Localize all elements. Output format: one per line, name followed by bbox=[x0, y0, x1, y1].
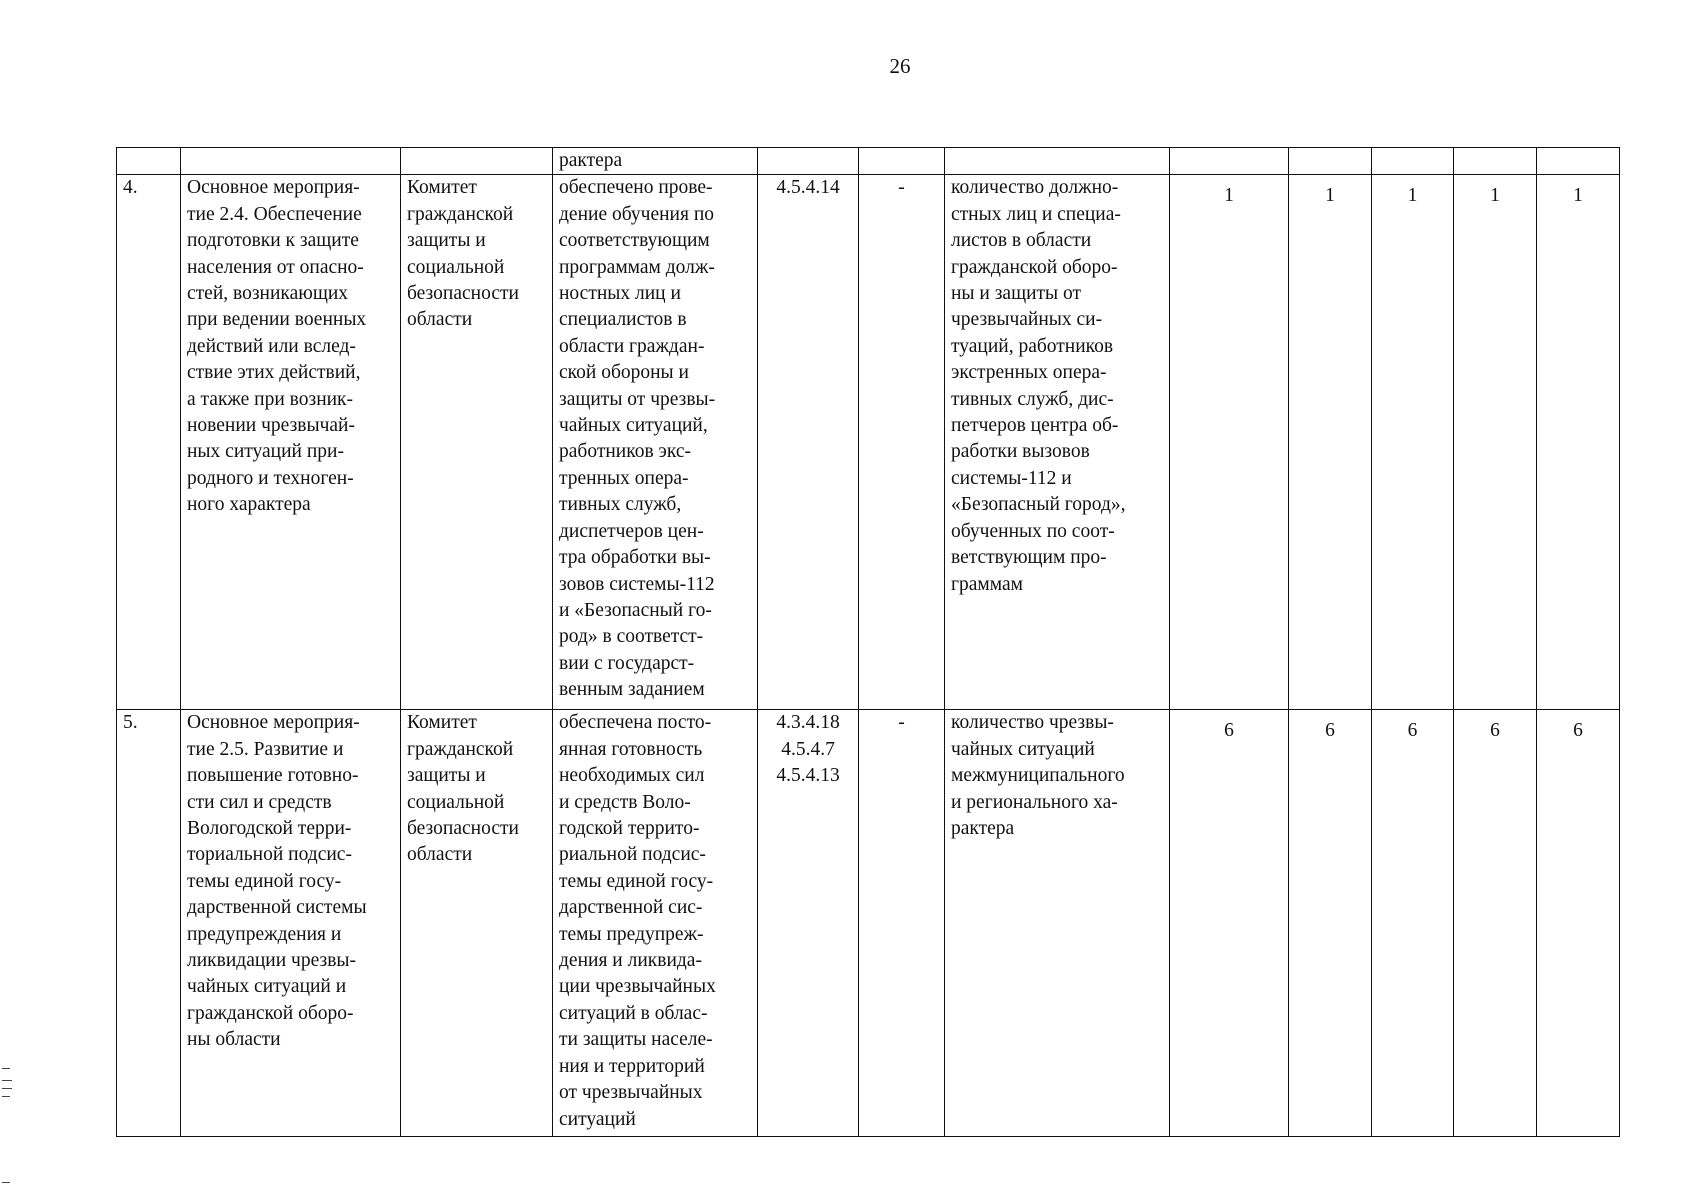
value-cell: 1 bbox=[1170, 175, 1289, 710]
extra-cell: - bbox=[859, 175, 945, 710]
cell-indicator bbox=[945, 148, 1170, 175]
executor-cell: Комитет гражданской защиты и социальной безопасности области bbox=[401, 710, 553, 1137]
row-number: 5. bbox=[117, 710, 181, 1137]
value-cell: 6 bbox=[1170, 710, 1289, 1137]
page-number: 26 bbox=[889, 54, 911, 78]
value-cell: 1 bbox=[1454, 175, 1537, 710]
table-row bbox=[117, 710, 1620, 1137]
indicator-cell: количество должно- стных лиц и специа- листов в области гражданской оборо- ны и защиты от чрезвычайных си- туаций, работников экстренных опера- тивных служб, дис- петчеров центра об- работки вызовов системы-112 и «Безопасный город», обученных по соот- ветствующим про- граммам bbox=[945, 175, 1170, 710]
row-number: 4. bbox=[117, 175, 181, 710]
cell-value bbox=[1170, 148, 1289, 175]
scan-margin-mark bbox=[2, 1088, 12, 1089]
cell-value bbox=[1289, 148, 1372, 175]
cell-extra bbox=[859, 148, 945, 175]
cell-executor bbox=[401, 148, 553, 175]
value-cell: 1 bbox=[1537, 175, 1620, 710]
cell-value bbox=[1537, 148, 1620, 175]
continuation-row bbox=[117, 148, 1620, 175]
value-cell: 6 bbox=[1372, 710, 1454, 1137]
result-cell: обеспечена посто- янная готовность необходимых сил и средств Воло- годской террито- риальной подсис- темы единой госу- дарственной сис- темы предупреж- дения и ликвида- ции чрезвычайных ситуаций в облас- ти защиты населе- ния и территорий от чрезвычайных ситуаций bbox=[553, 710, 758, 1137]
cell-event bbox=[181, 148, 401, 175]
scan-margin-mark bbox=[2, 1182, 10, 1183]
task-ref-cell: 4.5.4.14 bbox=[758, 175, 859, 710]
scan-margin-mark bbox=[2, 1096, 10, 1097]
cell-result: рактера bbox=[553, 148, 758, 175]
result-cell: обеспечено прове- дение обучения по соответствующим программам долж- ностных лиц и специалистов в области граждан- ской обороны и защиты от чрезвы- чайных ситуаций, работников экс- тренных опера- тивных служб, диспетчеров цен- тра обработки вы- зовов системы-112 и «Безопасный го- род» в соответст- вии с государст- венным заданием bbox=[553, 175, 758, 710]
value-cell: 6 bbox=[1537, 710, 1620, 1137]
value-cell: 1 bbox=[1372, 175, 1454, 710]
table-row bbox=[117, 175, 1620, 710]
cell-value bbox=[1372, 148, 1454, 175]
cell-value bbox=[1454, 148, 1537, 175]
event-cell: Основное мероприя- тие 2.5. Развитие и повышение готовно- сти сил и средств Вологодской терри- ториальной подсис- темы единой госу- дарственной системы предупреждения и ликвидации чрезвы- чайных ситуаций и гражданской оборо- ны области bbox=[181, 710, 401, 1137]
value-cell: 1 bbox=[1289, 175, 1372, 710]
cell-task-ref bbox=[758, 148, 859, 175]
indicator-cell: количество чрезвы- чайных ситуаций межмуниципального и регионального ха- рактера bbox=[945, 710, 1170, 1137]
event-cell: Основное мероприя- тие 2.4. Обеспечение подготовки к защите населения от опасно- стей, возникающих при ведении военных действий или вслед- ствие этих действий, а также при возник- новении чрезвычай- ных ситуаций при- родного и техноген- ного характера bbox=[181, 175, 401, 710]
cell-no bbox=[117, 148, 181, 175]
scan-margin-mark bbox=[2, 1080, 12, 1081]
value-cell: 6 bbox=[1454, 710, 1537, 1137]
executor-cell: Комитет гражданской защиты и социальной безопасности области bbox=[401, 175, 553, 710]
scan-margin-mark bbox=[2, 1068, 10, 1069]
value-cell: 6 bbox=[1289, 710, 1372, 1137]
task-ref-cell: 4.3.4.18 4.5.4.7 4.5.4.13 bbox=[758, 710, 859, 1137]
extra-cell: - bbox=[859, 710, 945, 1137]
program-table bbox=[116, 147, 1620, 1137]
